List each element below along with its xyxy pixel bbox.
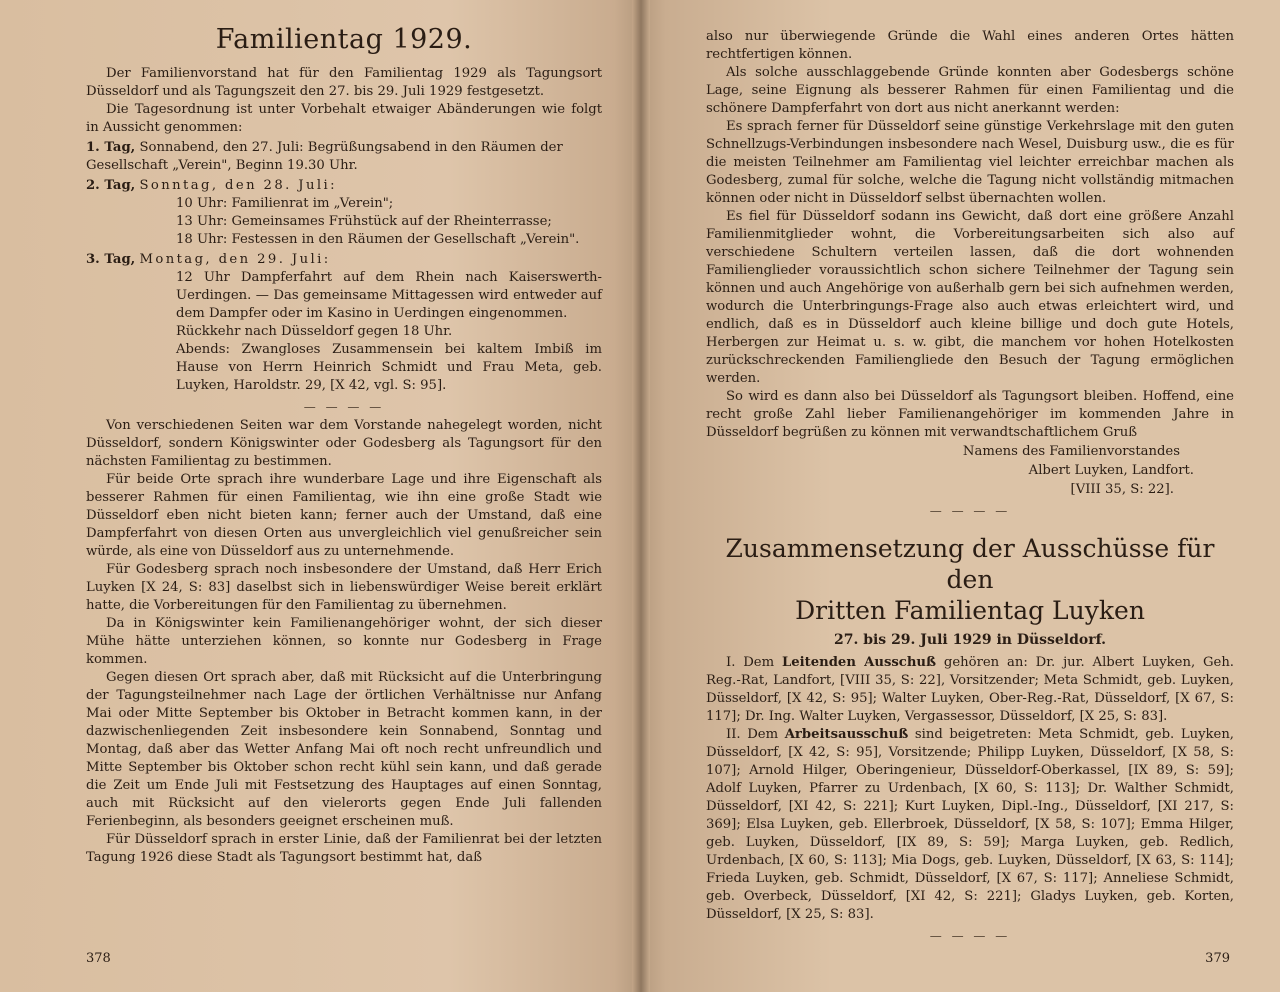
paragraph: Da in Königswinter kein Familienangehöriger wohnt, der sich dieser Mühe hätte unterziehen können, so konnte nur Godesberg in Frage kommen. (86, 616, 602, 667)
day-label: 1. Tag, (86, 140, 136, 155)
committee-paragraph (706, 726, 1234, 924)
committee-lead: II. Dem (726, 727, 779, 742)
paragraph: Der Familienvorstand hat für den Familientag 1929 als Tagungsort Düsseldorf und als Tagungszeit den 27. bis 29. Juli 1929 festgesetzt. (86, 66, 602, 99)
day-label: 2. Tag, (86, 178, 136, 193)
section-title-line-1: Zusammensetzung der Ausschüsse für den (725, 534, 1215, 594)
page-number: 378 (86, 951, 111, 966)
paragraph: Als solche ausschlaggebende Gründe konnten aber Godesbergs schöne Lage, seine Eignung als besserer Rahmen für einen Familientag und die schönere Dampferfahrt von dort aus nicht anerkannt werden: (706, 65, 1234, 116)
page-number: 379 (1205, 951, 1230, 966)
paragraph: Für Godesberg sprach noch insbesondere der Umstand, daß Herr Erich Luyken [X 24, S: 83] daselbst sich in liebenswürdiger Weise bereit erklärt hatte, die Vorbereitungen für den Familientag zu übernehmen. (86, 562, 602, 613)
day-label: 3. Tag, (86, 252, 136, 267)
paragraph: Es fiel für Düsseldorf sodann ins Gewicht, daß dort eine größere Anzahl Familienmitglieder wohnt, die Vorbereitungsarbeiten sich also auf verschiedene Schultern verteilen lassen, daß die dort wohnenden Familienglieder voraussichtlich schon sichere Teilnehmer der Tagung sein können und auch Angehörige von außerhalb gern bei sich aufnehmen werden, wodurch die Unterbringungs-Frage also auch etwas erleichtert wird, und endlich, daß es in Düsseldorf auch kleine billige und doch gute Hotels, Herbergen zur Heimat u. s. w. gibt, die manchem vor hohen Hotelkosten zurückschreckenden Familiengliede den Besuch der Tagung ermöglichen werden. (706, 209, 1234, 386)
committee-paragraph (706, 654, 1234, 726)
committee-name: Arbeitsausschuß (784, 727, 909, 742)
committee-lead: I. Dem (726, 655, 775, 670)
section-title (706, 533, 1234, 626)
paragraph: So wird es dann also bei Düsseldorf als Tagungsort bleiben. Hoffend, eine recht große Zahl lieber Familienangehöriger im kommenden Jahre in Düsseldorf begrüßen zu können mit verwandtschaftlichem Gruß (706, 389, 1234, 440)
committee-name: Leitenden Ausschuß (781, 655, 937, 670)
day-text: Montag, den 29. Juli: (139, 252, 331, 267)
agenda-detail: Abends: Zwangloses Zusammensein bei kaltem Imbiß im Hause von Herrn Heinrich Schmidt und Frau Meta, geb. Luyken, Haroldstr. 29, [X 42, vgl. S: 95]. (176, 342, 602, 393)
committee-members: sind beigetreten: Meta Schmidt, geb. Luyken, Düsseldorf, [X 42, S: 95], Vorsitzende; Philipp Luyken, Düsseldorf, [X 58, S: 107]; Arnold Hilger, Oberingenieur, Düsseldorf-Oberkassel, [IX 89, S: 59]; Adolf Luyken, Pfarrer zu Urdenbach, [X 60, S: 113]; Dr. Walther Schmidt, Düsseldorf, [XI 42, S: 221]; Kurt Luyken, Dipl.-Ing., Düsseldorf, [XI 217, S: 369]; Elsa Luyken, geb. Ellerbroek, Düsseldorf, [X 58, S: 107]; Emma Hilger, geb. Luyken, Düsseldorf, [IX 89, S: 59]; Marga Luyken, geb. Redlich, Urdenbach, [X 60, S: 113]; Mia Dogs, geb. Luyken, Düsseldorf, [X 63, S: 114]; Frieda Luyken, geb. Schmidt, Düsseldorf, [X 67, S: 117]; Anneliese Schmidt, geb. Overbeck, Düsseldorf, [XI 42, S: 221]; Gladys Luyken, geb. Korten, Düsseldorf, [X 25, S: 83]. (706, 727, 1235, 922)
signature-reference: [VIII 35, S: 22]. (1070, 482, 1174, 497)
day-text: Sonntag, den 28. Juli: (139, 178, 337, 193)
agenda-day-3 (86, 251, 602, 269)
committee-members: gehören an: Dr. jur. Albert Luyken, Geh. Reg.-Rat, Landfort, [VIII 35, S: 22], Vorsitzender; Meta Schmidt, geb. Luyken, Düsseldorf, [X 42, S: 95]; Walter Luyken, Ober-Reg.-Rat, Düsseldorf, [X 67, S: 117]; Dr. Ing. Walter Luyken, Vergassessor, Düsseldorf, [X 25, S: 83]. (706, 655, 1234, 724)
agenda-item: 13 Uhr: Gemeinsames Frühstück auf der Rheinterrasse; (176, 214, 552, 229)
paragraph: Von verschiedenen Seiten war dem Vorstande nahegelegt worden, nicht Düsseldorf, sondern Königswinter oder Godesberg als Tagungsort für den nächsten Familientag zu bestimmen. (86, 418, 602, 469)
section-title-line-2: Dritten Familientag Luyken (795, 596, 1145, 625)
paragraph: Die Tagesordnung ist unter Vorbehalt etwaiger Abänderungen wie folgt in Aussicht genommen: (86, 102, 602, 135)
paragraph: Für Düsseldorf sprach in erster Linie, daß der Familienrat bei der letzten Tagung 1926 diese Stadt als Tagungsort bestimmt hat, daß (86, 832, 602, 865)
book-gutter (632, 0, 650, 992)
agenda-day-1 (86, 139, 602, 175)
section-divider: — — — — (929, 929, 1011, 943)
agenda-detail: 12 Uhr Dampferfahrt auf dem Rhein nach Kaiserswerth-Uerdingen. — Das gemeinsame Mittagessen wird entweder auf dem Dampfer oder im Kasino in Uerdingen eingenommen. (176, 270, 602, 321)
page-title: Familientag 1929. (215, 24, 473, 55)
agenda-item: 10 Uhr: Familienrat im „Verein"; (176, 196, 394, 211)
paragraph: Für beide Orte sprach ihre wunderbare Lage und ihre Eigenschaft als besserer Rahmen für einen Familientag, wie ihn eine große Stadt wie Düsseldorf eben nicht bieten kann; ferner auch der Umstand, daß eine Dampferfahrt von diesen Orten aus unvergleichlich viel genußreicher sein würde, als eine von Düsseldorf aus zu unternehmende. (86, 472, 602, 559)
signature-line: Namens des Familienvorstandes (962, 444, 1180, 459)
paragraph: Gegen diesen Ort sprach aber, daß mit Rücksicht auf die Unterbringung der Tagungsteilnehmer nach Lage der örtlichen Verhältnisse nur Anfang Mai oder Mitte September bis Oktober in Betracht kommen kann, in der dazwischenliegenden Zeit insbesondere kein Sonnabend, Sonntag und Montag, daß aber das Wetter Anfang Mai oft noch recht unfreundlich und Mitte September bis Oktober schon recht kühl sein kann, und daß gerade die Zeit um Ende Juli mit Festsetzung des Hauptages auf einen Sonntag, auch mit Rücksicht auf den vielerorts gegen Ende Juli fallenden Ferienbeginn, als besonders geeignet erscheinen muß. (86, 670, 602, 829)
paragraph: Es sprach ferner für Düsseldorf seine günstige Verkehrslage mit den guten Schnellzugs-Verbindungen insbesondere nach Wesel, Duisburg usw., die es für die meisten Teilnehmer am Familientag viel leichter erreichbar machen als Godesberg, zumal für solche, welche die Tagung nicht vollständig mitmachen können oder nicht in Düsseldorf selbst übernachten wollen. (706, 119, 1234, 206)
right-page (640, 0, 1280, 992)
section-subtitle: 27. bis 29. Juli 1929 in Düsseldorf. (833, 632, 1107, 648)
agenda-day-2 (86, 177, 602, 195)
agenda-detail: Rückkehr nach Düsseldorf gegen 18 Uhr. (176, 324, 453, 339)
signature-name: Albert Luyken, Landfort. (1028, 463, 1194, 478)
agenda-item: 18 Uhr: Festessen in den Räumen der Gesellschaft „Verein". (176, 232, 580, 247)
day-text: Sonnabend, den 27. Juli: Begrüßungsabend in den Räumen der Gesellschaft „Verein", Beginn 19.30 Uhr. (86, 140, 563, 173)
section-divider: — — — — (929, 504, 1011, 518)
paragraph: also nur überwiegende Gründe die Wahl eines anderen Ortes hätten rechtfertigen können. (706, 29, 1234, 62)
section-divider: — — — — (303, 400, 385, 414)
